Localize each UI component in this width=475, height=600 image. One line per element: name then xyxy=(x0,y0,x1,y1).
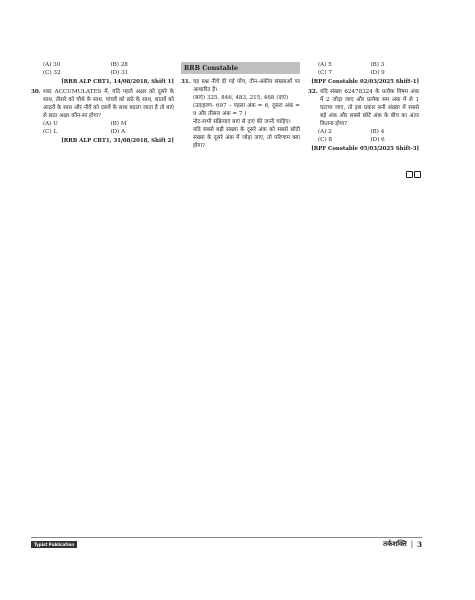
question-line: यह प्रश्न नीचे दी गई पाँच, तीन-अंकीय संख्याओं पर आधारित है। xyxy=(193,79,300,93)
source-citation: [RRB ALP CBT1, 14/08/2018, Shift 1] xyxy=(61,79,174,85)
option: (C) 8 xyxy=(318,137,332,143)
option: (B) 4 xyxy=(370,129,385,135)
question-31 xyxy=(181,78,300,150)
question-text: यदि संख्या 62478324 के प्रत्येक विषम अंक में 2 जोड़ा जाए और प्रत्येक सम अंक में से 1 घटाया जाए, तो इस प्रकार बनी संख्या में सबसे बड़े अंक और सबसे छोटे अंक के बीच का अंतर कितना होगा? xyxy=(320,89,419,127)
column-2 xyxy=(181,61,300,150)
source-citation: [RPF Constable 05/03/2025 Shift-3] xyxy=(311,146,419,152)
source-citation: [RRB ALP CBT1, 31/08/2018, Shift 2] xyxy=(61,138,174,144)
option: (B) 28 xyxy=(110,62,128,68)
option: (A) 30 xyxy=(43,62,61,68)
option: (B) 3 xyxy=(370,62,385,68)
option: (A) U xyxy=(43,121,58,127)
option: (B) M xyxy=(110,121,127,127)
question-number: 30. xyxy=(31,89,41,95)
question-number: 32. xyxy=(308,89,318,95)
column-3 xyxy=(308,61,419,155)
question-line: यदि सबसे बड़ी संख्या के दूसरे अंक को सबसे छोटी संख्या के दूसरे अंक में जोड़ा जाए, तो परिणाम क्या होगा? xyxy=(193,127,300,149)
question-line: (उदाहरण- 697 – पहला अंक = 6, दूसरा अंक = 9 और तीसरा अंक = 7 ) xyxy=(193,103,300,117)
option: (A) 5 xyxy=(318,62,332,68)
page-number: 3 xyxy=(417,539,422,549)
option: (D) 9 xyxy=(370,70,385,76)
option: (D) A xyxy=(110,129,126,135)
section-header: RRB Constable xyxy=(181,62,300,74)
prev-options xyxy=(308,61,419,77)
question-line: (बाएं) 325, 846, 483, 215, 468 (दाएं) xyxy=(193,95,289,101)
question-32 xyxy=(308,88,419,128)
option: (D) 6 xyxy=(370,137,385,143)
publisher-logo: Typist Publication xyxy=(31,541,77,548)
end-of-section-icon xyxy=(406,171,421,178)
question-30 xyxy=(31,88,174,120)
footer-divider xyxy=(31,537,422,538)
page-footer xyxy=(383,539,422,549)
option: (C) 7 xyxy=(318,70,332,76)
footer-separator: | xyxy=(410,540,414,548)
source-citation: [RPF Constable 02/03/2025 Shift-1] xyxy=(311,79,419,85)
option: (C) 32 xyxy=(43,70,61,76)
q32-options xyxy=(308,128,419,144)
column-1 xyxy=(31,61,174,147)
question-text xyxy=(193,78,300,150)
question-line: नोट-सभी संक्रियाएं बाएं से दाएं की जानी चाहिए। xyxy=(193,119,291,125)
question-text: शब्द ACCUMULATES में, यदि पहले अक्षर को दूसरे के साथ, तीसरे को चौथे के साथ, पांचवें को छठे के साथ, सातवें को आठवें के साथ और नौवें को दसवें के साथ बदला जाता है तो बाएं से छठा अक्षर कौन-सा होगा? xyxy=(43,89,174,119)
option: (D) 31 xyxy=(110,70,129,76)
option: (C) L xyxy=(43,129,58,135)
subject-label: तर्कशक्ति xyxy=(383,539,407,548)
q30-options xyxy=(31,120,174,136)
option: (A) 2 xyxy=(318,129,332,135)
prev-options xyxy=(31,61,174,77)
question-number: 31. xyxy=(181,79,191,85)
